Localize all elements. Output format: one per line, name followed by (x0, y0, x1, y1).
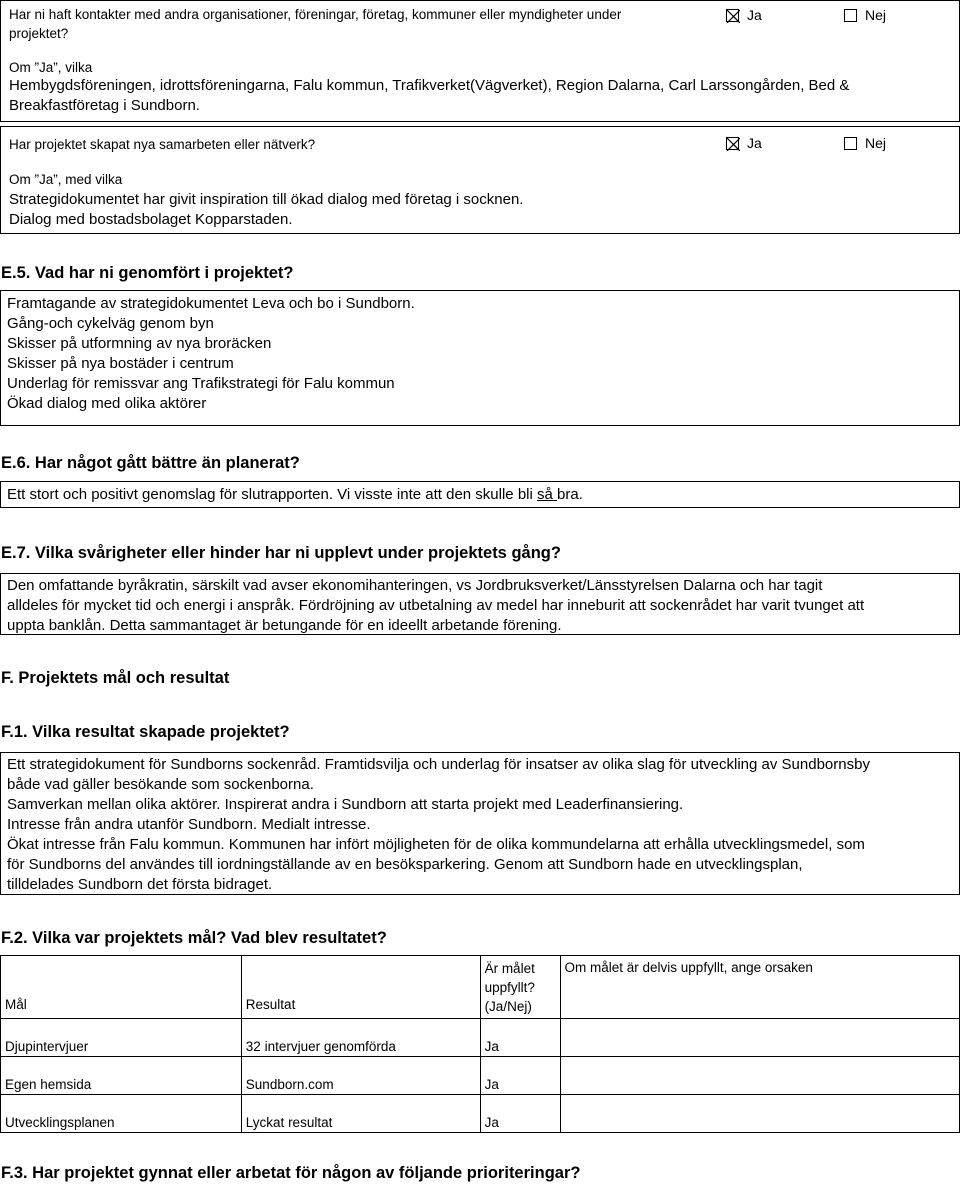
contacts-question-box (0, 0, 960, 122)
e5-answer (7, 294, 415, 414)
cell-result: Lyckat resultat (241, 1095, 480, 1133)
f1-answer-box (0, 752, 960, 895)
e5-line: Framtagande av strategidokumentet Leva och bo i Sundborn. (7, 295, 415, 312)
e7-line: alldeles för mycket tid och energi i anspråk. Fördröjning av utbetalning av medel har inneburit att sockenrådet har varit tvunget att (7, 597, 865, 614)
goals-table-header (1, 956, 960, 1019)
table-row (1, 1019, 960, 1057)
network-question-box (0, 126, 960, 234)
network-no-label: Nej (865, 135, 887, 151)
network-question: Har projektet skapat nya samarbeten eller nätverk? (9, 137, 316, 152)
network-no-checkbox[interactable] (844, 137, 857, 150)
header-goal: Mål (1, 956, 242, 1019)
section-e6-heading: E.6. Har något gått bättre än planerat? (1, 454, 300, 472)
section-f-heading: F. Projektets mål och resultat (1, 669, 230, 687)
contacts-no-checkbox[interactable] (844, 9, 857, 22)
f1-line: Intresse från andra utanför Sundborn. Medialt intresse. (7, 816, 371, 833)
cell-goal: Djupintervjuer (1, 1019, 242, 1057)
e5-line: Skisser på utformning av nya broräcken (7, 335, 272, 352)
e7-line: uppta banklån. Detta sammantaget är betungande för en ideellt arbetande förening. (7, 617, 562, 634)
contacts-yes-label: Ja (747, 7, 762, 23)
contacts-answer: Hembygdsföreningen, idrottsföreningarna, Falu kommun, Trafikverket(Vägverket), Region Dalarna, Carl Larssongården, Bed & Breakfastföretag i Sundborn. (9, 77, 850, 114)
table-row (1, 1095, 960, 1133)
network-yes-label: Ja (747, 135, 762, 151)
section-f1-heading: F.1. Vilka resultat skapade projektet? (1, 723, 290, 741)
e5-line: Gång-och cykelväg genom byn (7, 315, 214, 332)
f1-line: för Sundborns del användes till iordningställande av en besöksparkering. Genom att Sundborn hade en utvecklingsplan, (7, 856, 803, 873)
header-result: Resultat (241, 956, 480, 1019)
e5-line: Ökad dialog med olika aktörer (7, 395, 207, 412)
cell-achieved: Ja (480, 1057, 560, 1095)
e7-line: Den omfattande byråkratin, särskilt vad avser ekonomihanteringen, vs Jordbruksverket/Länsstyrelsen Dalarna och har tagit (7, 577, 823, 594)
network-no-option[interactable] (844, 135, 886, 151)
section-f2-heading: F.2. Vilka var projektets mål? Vad blev resultatet? (1, 929, 387, 947)
table-row (1, 1057, 960, 1095)
f1-answer (7, 755, 870, 895)
cell-goal: Egen hemsida (1, 1057, 242, 1095)
f1-line: tilldelades Sundborn det första bidraget. (7, 876, 273, 893)
contacts-no-option[interactable] (844, 7, 886, 23)
e7-answer-box (0, 573, 960, 635)
cell-reason (560, 1095, 959, 1133)
section-e5-heading: E.5. Vad har ni genomfört i projektet? (1, 264, 294, 282)
header-reasons: Om målet är delvis uppfyllt, ange orsaken (560, 956, 959, 1019)
e6-answer: Ett stort och positivt genomslag för slutrapporten. Vi visste inte att den skulle bli så bra. (7, 486, 583, 503)
contacts-yes-checkbox[interactable] (726, 9, 739, 22)
network-yes-checkbox[interactable] (726, 137, 739, 150)
section-f3-heading: F.3. Har projektet gynnat eller arbetat för någon av följande prioriteringar? (1, 1164, 581, 1182)
network-answer: Strategidokumentet har givit inspiration till ökad dialog med företag i socknen. Dialog med bostadsbolaget Kopparstaden. (9, 191, 524, 228)
goals-table (0, 955, 960, 1133)
section-e7-heading: E.7. Vilka svårigheter eller hinder har ni upplevt under projektets gång? (1, 544, 561, 562)
cell-achieved: Ja (480, 1019, 560, 1057)
f1-line: Ett strategidokument för Sundborns sockenråd. Framtidsvilja och underlag för insatser av olika slag för utveckling av Sundbornsby (7, 756, 870, 773)
e7-answer (7, 576, 864, 636)
cell-result: Sundborn.com (241, 1057, 480, 1095)
cell-result: 32 intervjuer genomförda (241, 1019, 480, 1057)
contacts-no-label: Nej (865, 7, 887, 23)
contacts-question: Har ni haft kontakter med andra organisationer, föreningar, företag, kommuner eller myndigheter under projektet? (9, 7, 622, 41)
checked-icon (727, 10, 740, 23)
cell-reason (560, 1057, 959, 1095)
e6-answer-box (0, 481, 960, 508)
checked-icon (727, 138, 740, 151)
network-yes-option[interactable] (726, 135, 762, 151)
e5-answer-box (0, 290, 960, 426)
header-achieved: Är målet uppfyllt? (Ja/Nej) (480, 956, 560, 1019)
e5-line: Skisser på nya bostäder i centrum (7, 355, 234, 372)
f1-line: både vad gäller besökande som sockenborna. (7, 776, 314, 793)
e5-line: Underlag för remissvar ang Trafikstrategi för Falu kommun (7, 375, 395, 392)
cell-reason (560, 1019, 959, 1057)
contacts-yes-option[interactable] (726, 7, 762, 23)
network-followup-label: Om ”Ja”, med vilka (9, 172, 123, 187)
cell-goal: Utvecklingsplanen (1, 1095, 242, 1133)
f1-line: Samverkan mellan olika aktörer. Inspirerat andra i Sundborn att starta projekt med Leaderfinansiering. (7, 796, 684, 813)
cell-achieved: Ja (480, 1095, 560, 1133)
f1-line: Ökat intresse från Falu kommun. Kommunen har infört möjligheten för de olika kommundelarna att erhålla utvecklingsmedel, som (7, 836, 865, 853)
contacts-followup-label: Om ”Ja”, vilka (9, 60, 93, 75)
